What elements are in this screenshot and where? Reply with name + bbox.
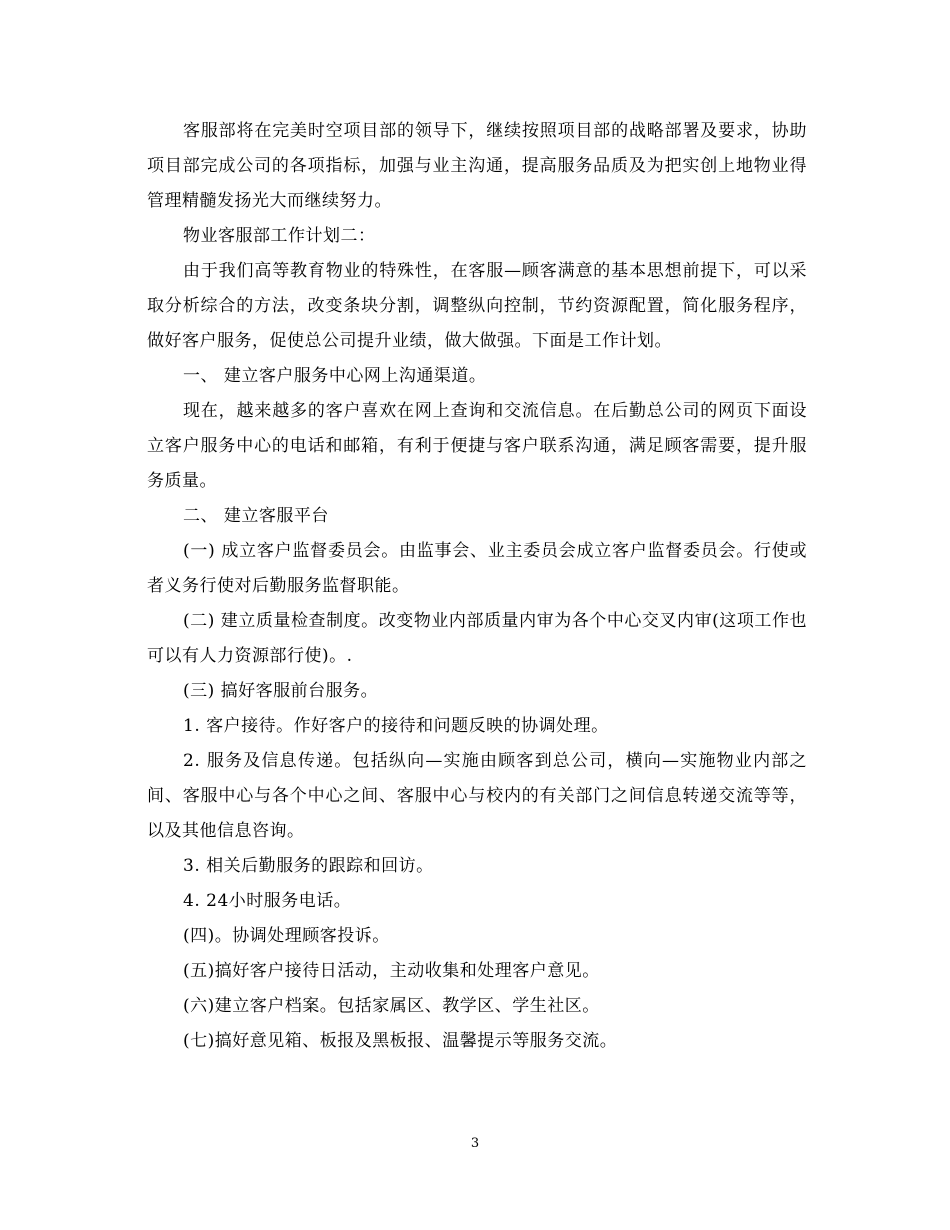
- paragraph-supervision-committee: (一) 成立客户监督委员会。由监事会、业主委员会成立客户监督委员会。行使或者义务行使对后勤服务监督职能。: [147, 541, 807, 596]
- list-item-hotline: 4. 24小时服务电话。: [183, 891, 352, 911]
- section-heading-service-platform: 二、 建立客服平台: [183, 506, 329, 526]
- list-item-follow-up: 3. 相关后勤服务的跟踪和回访。: [183, 856, 434, 876]
- list-item-information-transfer: 2. 服务及信息传递。包括纵向—实施由顾客到总公司，横向—实施物业内部之间、客服中心与各个中心之间、客服中心与校内的有关部门之间信息转递交流等等，以及其他信息咨询。: [147, 751, 807, 841]
- document-body: [147, 114, 807, 1059]
- paragraph-quality-inspection: (二) 建立质量检查制度。改变物业内部质量内审为各个中心交叉内审(这项工作也可以有人力资源部行使)。.: [147, 611, 807, 666]
- paragraph-plan-two-heading: 物业客服部工作计划二：: [183, 226, 376, 246]
- paragraph-complaints: (四)。协调处理顾客投诉。: [183, 926, 390, 946]
- paragraph-front-desk-service: (三) 搞好客服前台服务。: [183, 681, 379, 701]
- paragraph-reception-day: (五)搞好客户接待日活动，主动收集和处理客户意见。: [183, 961, 600, 981]
- paragraph-plan-intro: 由于我们高等教育物业的特殊性，在客服—顾客满意的基本思想前提下，可以采取分析综合的方法，改变条块分割，调整纵向控制，节约资源配置，简化服务程序，做好客户服务，促使总公司提升业绩，做大做强。下面是工作计划。: [147, 261, 807, 351]
- list-item-reception: 1. 客户接待。作好客户的接待和问题反映的协调处理。: [183, 716, 609, 736]
- paragraph-customer-files: (六)建立客户档案。包括家属区、教学区、学生社区。: [183, 996, 600, 1016]
- paragraph-suggestion-box: (七)搞好意见箱、板报及黑板报、温馨提示等服务交流。: [183, 1031, 618, 1051]
- page-number: 3: [470, 1136, 480, 1151]
- paragraph-closing-summary: 客服部将在完美时空项目部的领导下，继续按照项目部的战略部署及要求，协助项目部完成公司的各项指标，加强与业主沟通，提高服务品质及为把实创上地物业得管理精髓发扬光大而继续努力。: [147, 121, 807, 211]
- section-heading-online-channel: 一、 建立客户服务中心网上沟通渠道。: [183, 366, 487, 386]
- paragraph-online-channel: 现在，越来越多的客户喜欢在网上查询和交流信息。在后勤总公司的网页下面设立客户服务中心的电话和邮箱，有利于便捷与客户联系沟通，满足顾客需要，提升服务质量。: [147, 401, 807, 491]
